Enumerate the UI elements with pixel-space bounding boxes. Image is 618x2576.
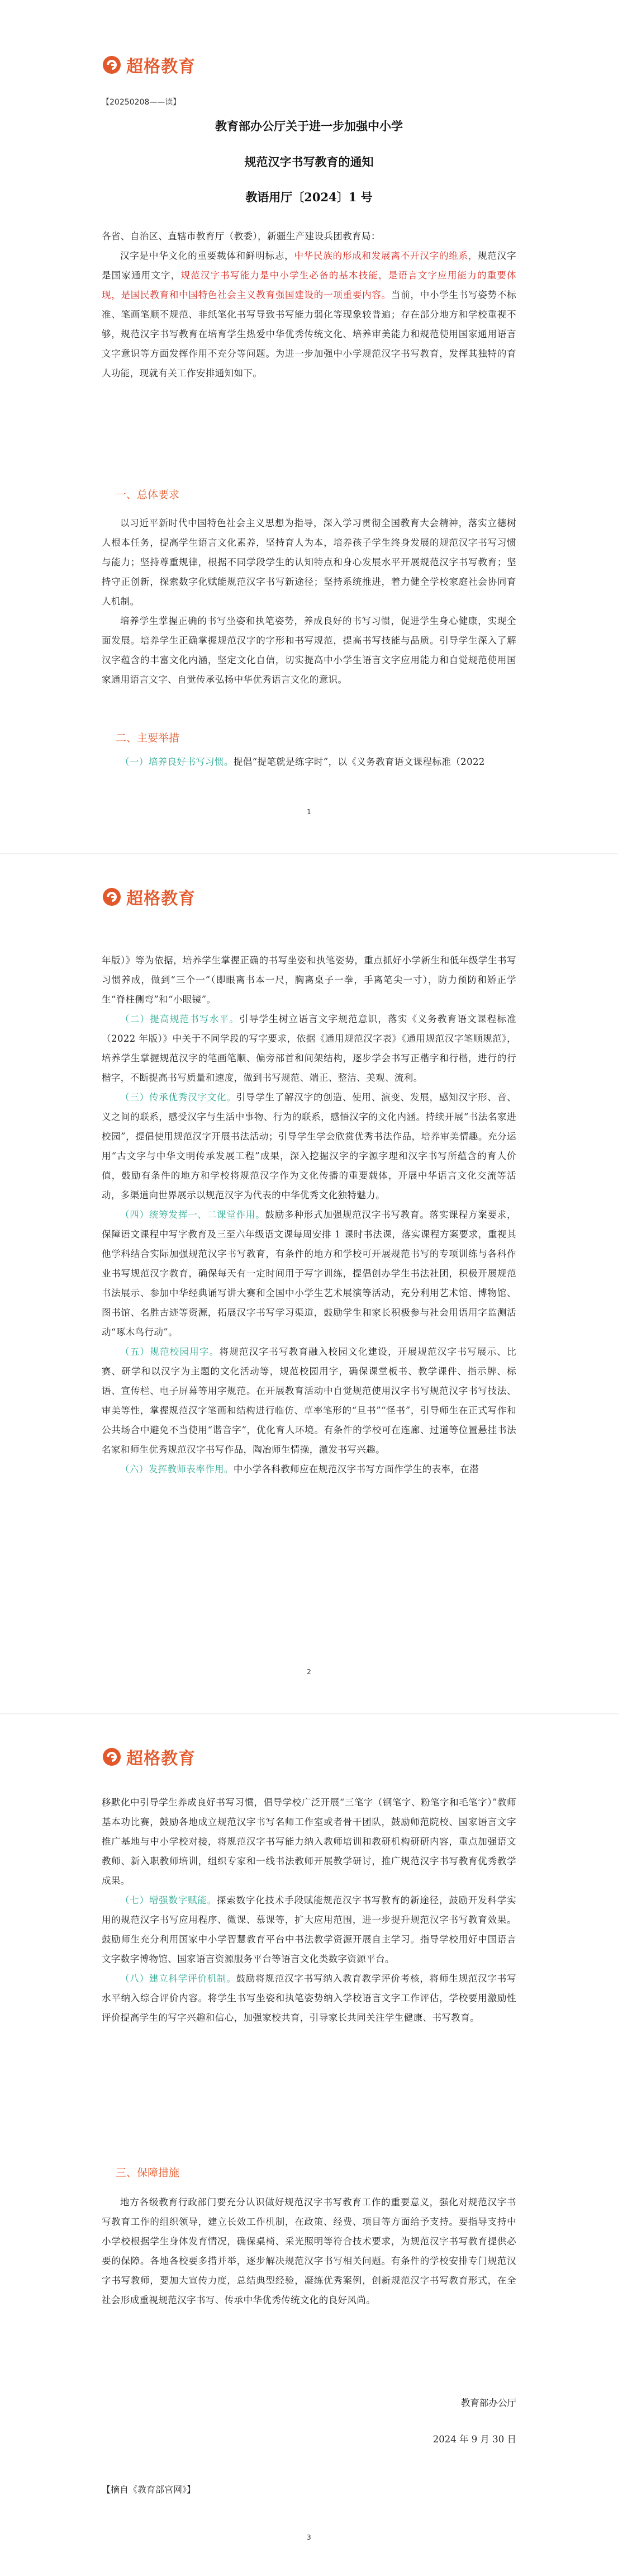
- intro-text-pre: 汉字是中华文化的重要载体和鲜明标志，: [120, 250, 294, 261]
- measure-6-text-start: 中小学各科教师应在规范汉字书写方面作学生的表率，在潜: [233, 1464, 479, 1474]
- measure-1-label: （一）培养良好书写习惯。: [120, 757, 234, 767]
- section-1-paragraph-2: 培养学生掌握正确的书写坐姿和执笔姿势，养成良好的书写习惯，促进学生身心健康，实现全面发展。培养学生正确掌握规范汉字的字形和书写规范，提高书写技能与品质。引导学生深入了解汉字蕴含的丰富文化内涵，坚定文化自信，切实提高中小学生语言文字应用能力和自觉规范使用国家通用语言文字、自觉传承弘扬中华优秀语言文化的意识。: [102, 616, 516, 685]
- measure-1-paragraph-start: [102, 752, 516, 772]
- intro-text-mid: 规范汉字是国家通用文字，: [102, 250, 516, 281]
- measure-1-start: [102, 752, 516, 772]
- intro-text-post: 当前，中小学生书写姿势不标准、笔画笔顺不规范、非纸笔化书写导致书写能力弱化等现象较普遍；存在部分地方和学校重视不够，规范汉字书写教育在培育学生热爱中华优秀传统文化、培养审美能力和规范使用国家通用语言文字意识等方面发挥作用不充分等问题。为进一步加强中小学规范汉字书写教育，发挥其独特的育人功能，现就有关工作安排通知如下。: [102, 290, 516, 379]
- section-heading-1: 一、总体要求: [116, 489, 180, 501]
- brand-logo: [102, 53, 196, 77]
- title-line-2: 规范汉字书写教育的通知: [244, 155, 374, 169]
- brand-logo-icon: [102, 887, 122, 907]
- measure-1-text-start: 提倡“提笔就是练字时”，以《义务教育语文课程标准（2022: [233, 757, 485, 767]
- source-note: 【摘自《教育部官网》】: [102, 2484, 196, 2495]
- measure-8-text: 鼓励将规范汉字书写纳入教育教学评价考核，将师生规范汉字书写水平纳入综合评价内容。将学生书写坐姿和执笔姿势纳入学校语言文字工作评估，学校要用激励性评价提高学生的写字兴趣和信心，加强家校共育，引导家长共同关注学生健康、书写教育。: [102, 1973, 516, 2023]
- page-number-2: 2: [307, 1668, 311, 1676]
- measure-3-text: 引导学生了解汉字的创造、使用、演变、发展，感知汉字形、音、义之间的联系，感受汉字与生活中事物、行为的联系，感悟汉字的文化内涵。持续开展“书法名家进校园”，提倡使用规范汉字开展书法活动；引导学生学会欣赏优秀书法作品，培养审美情趣。充分运用“古文字与中华文明传承发展工程”成果，深入挖掘汉字的字源字理和汉字书写所蕴含的育人价值，鼓励有条件的地方和学校将规范汉字作为文化传播的重要载体，开展中华语言文化交流等活动，多渠道向世界展示以规范汉字为代表的中华优秀文化独特魅力。: [102, 1092, 516, 1200]
- measure-6-paragraph-start: [102, 1459, 516, 1479]
- measure-2-label: （二）提高规范书写水平。: [120, 1014, 239, 1024]
- page-3-content: [102, 1793, 516, 2027]
- brand-logo: [102, 885, 196, 909]
- signature-org: 教育部办公厅: [461, 2398, 516, 2408]
- page-2: [0, 854, 618, 1713]
- salutation: 各省、自治区、直辖市教育厅（教委），新疆生产建设兵团教育局：: [102, 231, 381, 242]
- measure-4-paragraph: [102, 1205, 516, 1342]
- section-3-paragraph: 地方各级教育行政部门要充分认识做好规范汉字书写教育工作的重要意义，强化对规范汉字书写教育工作的组织领导，建立长效工作机制，在政策、经费、项目等方面给予支持。要指导支持中小学校根据学生身体发育情况，确保桌椅、采光照明等符合技术要求，为规范汉字书写教育提供必要的保障。各地各校要多措并举，逐步解决规范汉字书写相关问题。有条件的学校安排专门规范汉字书写教师，要加大宣传力度，总结典型经验，凝练优秀案例，创新规范汉字书写教育形式，在全社会形成重视规范汉字书写、传承中华优秀传统文化的良好风尚。: [102, 2197, 516, 2305]
- measure-8-paragraph: [102, 1969, 516, 2027]
- title-line-1: 教育部办公厅关于进一步加强中小学: [215, 119, 403, 133]
- measure-2-paragraph: [102, 1009, 516, 1088]
- signature-date: 2024 年 9 月 30 日: [432, 2434, 516, 2445]
- section-1-paragraph-1: 以习近平新时代中国特色社会主义思想为指导，深入学习贯彻全国教育大会精神，落实立德树人根本任务，提高学生语言文化素养，坚持育人为本，培养孩子学生终身发展的规范汉字书写习惯与能力；坚持尊重规律，根据不同学段学生的认知特点和身心发展水平开展规范汉字书写教育；坚持守正创新，探索数字化赋能规范汉字书写新途径；坚持系统推进，着力健全学校家庭社会协同育人机制。: [102, 518, 516, 607]
- intro-block: [102, 226, 516, 383]
- intro-highlight-3: 是国民教育和中国特色社会主义教育强国建设的一项重要内容。: [121, 290, 391, 300]
- title-line-3: 教语用厅〔2024〕1 号: [245, 190, 373, 204]
- brand-logo: [102, 1745, 196, 1769]
- page-2-content: [102, 951, 516, 1479]
- measure-5-label: （五）规范校园用字。: [120, 1346, 220, 1357]
- section-1-block: [102, 513, 516, 689]
- page-number-1: 1: [307, 808, 311, 816]
- measure-8-label: （八）建立科学评价机制。: [120, 1973, 236, 1984]
- brand-logo-text: 超格教育: [126, 1749, 196, 1769]
- intro-highlight-1: 中华民族的形成和发展离不开汉字的维系，: [294, 250, 478, 261]
- section-3-block: [102, 2192, 516, 2310]
- measure-1-text-continued: 年版）》等为依据，培养学生掌握正确的书写坐姿和执笔姿势，重点抓好小学新生和低年级学生书写习惯养成，做到“三个一”（即眼离书本一尺，胸离桌子一拳，手离笔尖一寸），防力预防和矫正学生“脊柱侧弯”和“小眼镜”。: [102, 955, 516, 1005]
- section-heading-3: 三、保障措施: [116, 2167, 180, 2179]
- measure-3-label: （三）传承优秀汉字文化。: [120, 1092, 236, 1103]
- brand-logo-text: 超格教育: [126, 57, 196, 77]
- measure-7-text: 探索数字化技术手段赋能规范汉字书写教育的新途径，鼓励开发科学实用的规范汉字书写应用程序、微课、慕课等，扩大应用范围，进一步提升规范汉字书写教育效果。鼓励师生充分利用国家中小学智慧教育平台中书法教学资源开展自主学习。指导学校用好中国语言文字数字博物馆、国家语言资源服务平台等语言文化类数字资源平台。: [102, 1895, 517, 1964]
- measure-7-paragraph: [102, 1890, 516, 1969]
- brand-logo-icon: [102, 55, 122, 75]
- page-1: [0, 0, 618, 853]
- brand-logo-icon: [102, 1747, 122, 1767]
- measure-7-label: （七）增强数字赋能。: [120, 1895, 217, 1906]
- page-number-3: 3: [307, 2534, 311, 2541]
- section-heading-2: 二、主要举措: [116, 732, 180, 744]
- measure-5-paragraph: [102, 1342, 516, 1459]
- measure-3-paragraph: [102, 1088, 516, 1205]
- doc-tag: 【20250208——读】: [102, 98, 181, 107]
- intro-paragraph: [102, 246, 516, 383]
- measure-4-label: （四）统筹发挥一、二课堂作用。: [120, 1209, 265, 1220]
- measure-6-text-continued: 移默化中引导学生养成良好书写习惯，倡导学校广泛开展“三笔字（钢笔字、粉笔字和毛笔字）”教师基本功比赛，鼓励各地成立规范汉字书写名师工作室或者骨干团队，鼓励师范院校、国家语言文字推广基地与中小学校对接，将规范汉字书写能力纳入教师培训和教研机构研研内容，重点加强语文教师、新入职教师培训，组织专家和一线书法教师开展教学研讨，推广规范汉字书写教育优秀教学成果。: [102, 1797, 516, 1886]
- page-3: [0, 1714, 618, 2576]
- measure-6-label: （六）发挥教师表率作用。: [120, 1464, 234, 1474]
- intro-highlight-2: 规范汉字书写能力是中小学生必备的基本技能，是语言文字应用能力的重要体现，: [102, 270, 516, 300]
- measure-5-text: 将规范汉字书写教育融入校园文化建设，开展规范汉字书写展示、比赛、研学和以汉字为主题的文化活动等，规范校园用字，确保课堂板书、教学课件、指示牌、标语、宣传栏、电子屏幕等用字规范。在开展教育活动中自觉规范使用汉字书写规范汉字书写技法、审美等性，掌握规范汉字笔画和结构进行临仿、草率笔形的“旦书”“怪书”，引导师生在正式写作和公共场合中避免不当使用“谐音字”，优化育人环境。有条件的学校可在连廊、过道等位置悬挂书法名家和师生优秀规范汉字书写作品，陶冶师生情操，激发书写兴趣。: [102, 1346, 517, 1455]
- measure-2-text: 引导学生树立语言文字规范意识，落实《义务教育语文课程标准（2022 年版）》中关于不同学段的写字要求，依据《通用规范汉字表》《通用规范汉字笔顺规范》，培养学生掌握规范汉字的笔画笔顺、偏旁部首和间架结构，逐步学会书写正楷字和行楷，进行的行楷字，不断提高书写质量和速度，做到书写规范、端正、整洁、美观、流利。: [102, 1014, 516, 1083]
- measure-4-text: 鼓励多种形式加强规范汉字书写教育。落实课程方案要求，保障语文课程中写字教育及三至六年级语文课每周安排 1 课时书法课，落实课程方案要求，重视其他学科结合实际加强规范汉字书写教育，有条件的地方和学校可开展规范书写的专项训练与各科作业书写规范汉字教育，确保每天有一定时间用于写字训练，提倡创办学生书法社团，积极开展规范书法展示、参加中华经典诵写讲大赛和全国中小学生艺术展演等活动，充分利用艺术馆、博物馆、图书馆、名胜古迹等资源，拓展汉字书写学习渠道，鼓励学生和家长积极参与社会用语用字监测活动“啄木鸟行动”。: [102, 1209, 517, 1337]
- brand-logo-text: 超格教育: [126, 889, 196, 909]
